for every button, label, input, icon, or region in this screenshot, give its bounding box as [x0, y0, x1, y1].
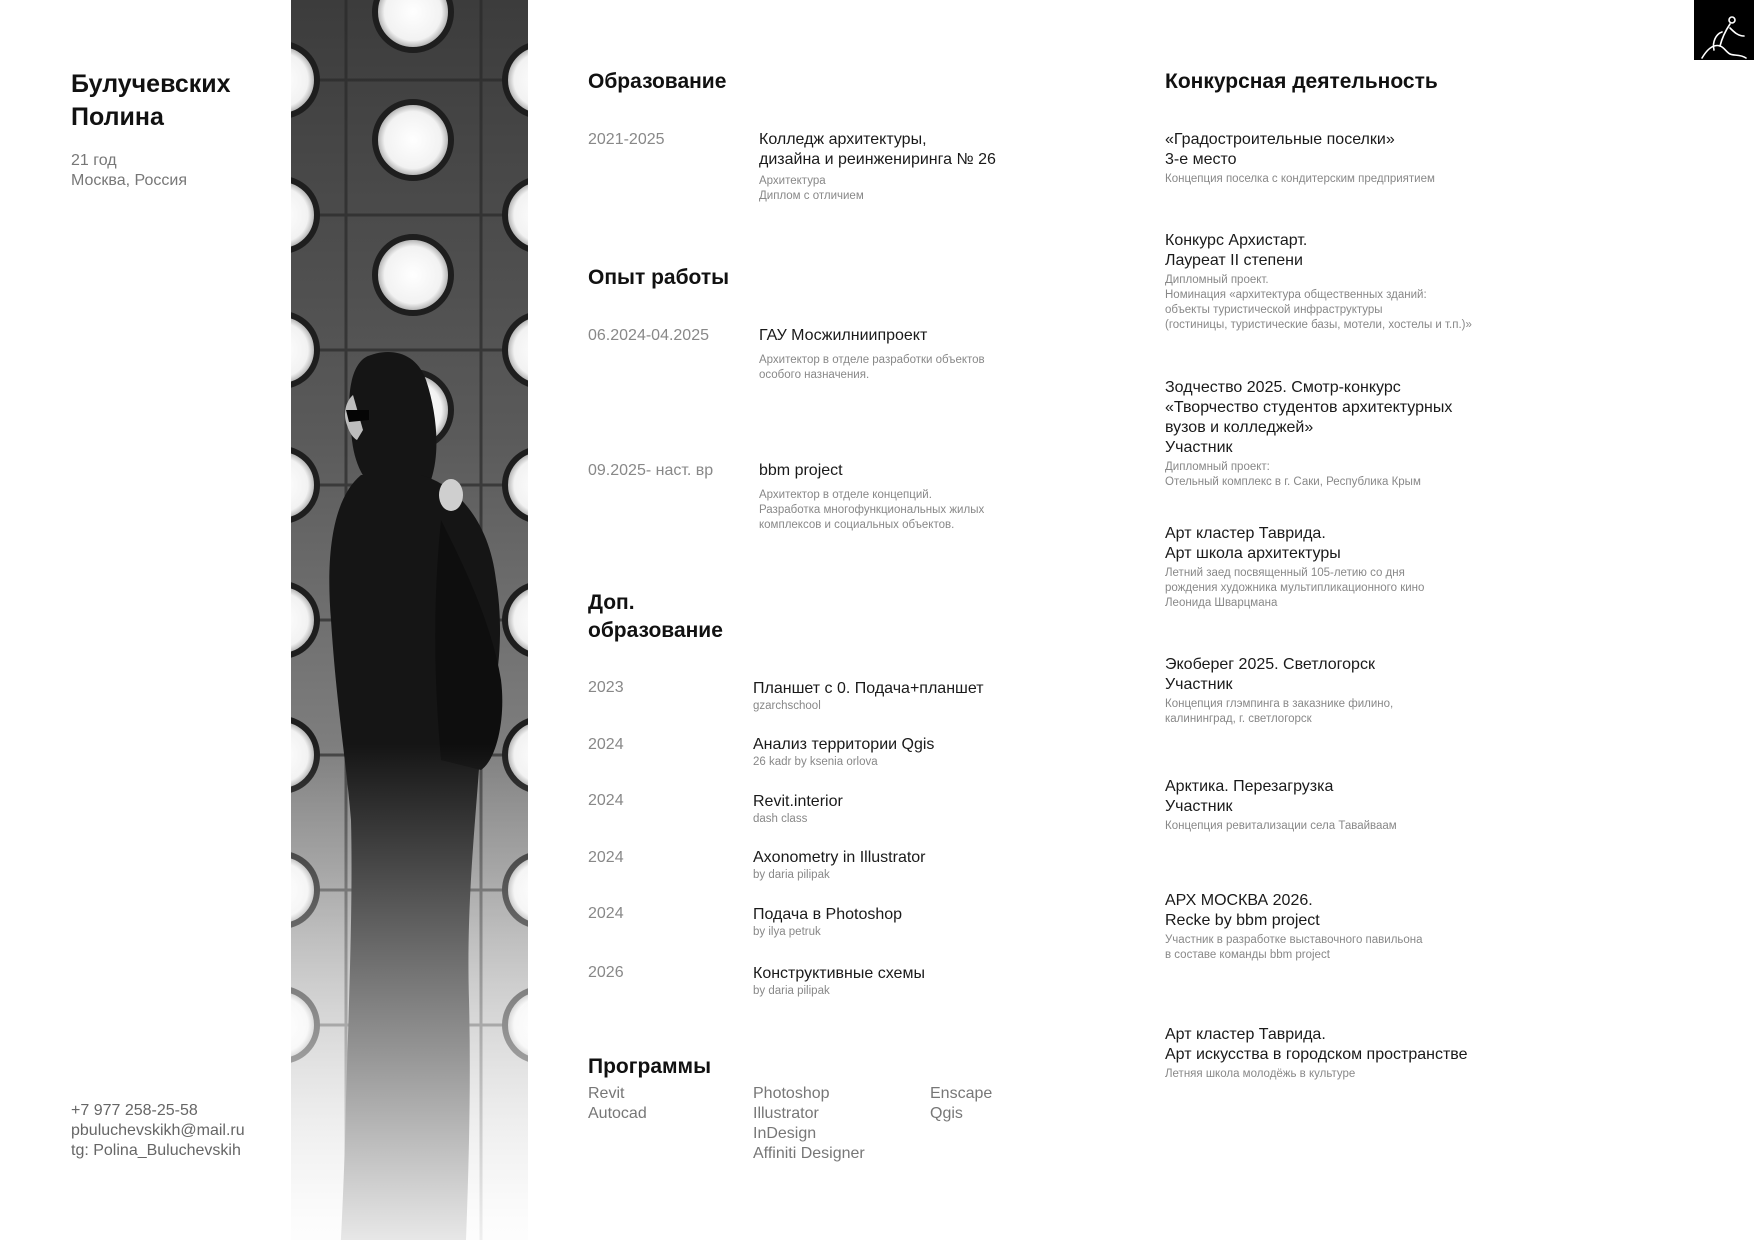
competition-item-1 [1165, 130, 1435, 187]
reclining-figure-icon [1694, 0, 1754, 60]
education-sub-line1: Архитектура [759, 175, 826, 187]
competition-6-sub-1: Концепция ревитализации села Тавайваам [1165, 820, 1397, 832]
program-revit: Revit [588, 1085, 625, 1102]
extra-source-3: dash class [753, 813, 808, 825]
competition-2-line-1: Конкурс Архистарт. [1165, 232, 1308, 249]
education-sub-line2: Диплом с отличием [759, 190, 864, 202]
extra-title-2: Анализ территории Qgis [753, 736, 935, 753]
contact-email: pbuluchevskikh@mail.ru [71, 1122, 245, 1139]
competition-4-sub-1: Летний заед посвященный 105-летию со дня [1165, 567, 1405, 579]
education-item [759, 130, 996, 204]
extra-item-6 [753, 964, 925, 999]
competition-7-line-1: АРХ МОСКВА 2026. [1165, 892, 1313, 909]
competition-item-6 [1165, 777, 1397, 834]
competition-3-line-4: Участник [1165, 439, 1233, 456]
competition-1-line-1: «Градостроительные поселки» [1165, 131, 1395, 148]
experience-sub-2c: комплексов и социальных объектов. [759, 519, 955, 531]
extra-source-5: by ilya petruk [753, 926, 821, 938]
experience-item-2 [759, 461, 984, 533]
competition-7-sub-2: в составе команды bbm project [1165, 949, 1330, 961]
competition-8-line-2: Арт искусства в городском пространстве [1165, 1046, 1468, 1063]
experience-item-1 [759, 326, 985, 383]
competition-3-sub-2: Отельный комплекс в г. Саки, Республика Крым [1165, 476, 1421, 488]
extra-year-3: 2024 [588, 792, 624, 809]
competition-3-line-3: вузов и колледжей» [1165, 419, 1314, 436]
competition-7-line-2: Recke by bbm project [1165, 912, 1320, 929]
experience-date-2: 09.2025- наст. вр [588, 462, 714, 479]
extra-item-3 [753, 792, 843, 827]
extra-source-4: by daria pilipak [753, 869, 830, 881]
competition-8-line-1: Арт кластер Таврида. [1165, 1026, 1326, 1043]
program-autocad: Autocad [588, 1105, 647, 1122]
extra-year-2: 2024 [588, 736, 624, 753]
competition-2-sub-1: Дипломный проект. [1165, 274, 1269, 286]
competition-item-2 [1165, 231, 1472, 333]
experience-heading: Опыт работы [588, 266, 730, 289]
program-enscape: Enscape [930, 1085, 993, 1102]
experience-title-1: ГАУ Мосжилниипроект [759, 327, 928, 344]
extra-year-5: 2024 [588, 905, 624, 922]
experience-sub-2a: Архитектор в отделе концепций. [759, 489, 932, 501]
competition-2-sub-3: объекты туристической инфраструктуры [1165, 304, 1383, 316]
contact-telegram: tg: Polina_Buluchevskih [71, 1142, 241, 1159]
portrait-photo [291, 0, 528, 1240]
extra-source-2: 26 kadr by ksenia orlova [753, 756, 878, 768]
programs-col-3 [930, 1084, 992, 1124]
person-name [71, 68, 231, 134]
experience-sub-1a: Архитектор в отделе разработки объектов [759, 354, 985, 366]
experience-title-2: bbm project [759, 462, 843, 479]
competition-item-8 [1165, 1025, 1468, 1082]
extra-source-6: by daria pilipak [753, 985, 830, 997]
extra-item-2 [753, 735, 934, 770]
extra-title-6: Конструктивные схемы [753, 965, 925, 982]
education-date: 2021-2025 [588, 131, 665, 148]
program-illustrator: Illustrator [753, 1105, 819, 1122]
program-photoshop: Photoshop [753, 1085, 830, 1102]
extra-year-6: 2026 [588, 964, 624, 981]
competition-item-3 [1165, 378, 1452, 490]
competition-6-line-1: Арктика. Перезагрузка [1165, 778, 1334, 795]
competition-item-4 [1165, 524, 1424, 611]
competition-3-line-1: Зодчество 2025. Смотр-конкурс [1165, 379, 1401, 396]
person-age: 21 год [71, 152, 117, 169]
education-title-line1: Колледж архитектуры, [759, 131, 927, 148]
extra-item-5 [753, 905, 902, 940]
competition-4-sub-2: рождения художника мультипликационного кино [1165, 582, 1425, 594]
competition-4-sub-3: Леонида Шварцмана [1165, 597, 1278, 609]
competition-5-line-2: Участник [1165, 676, 1233, 693]
contacts [71, 1101, 245, 1161]
competition-7-sub-1: Участник в разработке выставочного павильона [1165, 934, 1423, 946]
competition-2-line-2: Лауреат II степени [1165, 252, 1303, 269]
programs-col-1 [588, 1084, 647, 1124]
extra-item-1 [753, 679, 984, 714]
program-qgis: Qgis [930, 1105, 963, 1122]
extra-source-1: gzarchschool [753, 700, 821, 712]
competition-6-line-2: Участник [1165, 798, 1233, 815]
extra-year-1: 2023 [588, 679, 624, 696]
extra-year-4: 2024 [588, 849, 624, 866]
extra-education-heading-line1: Доп. [588, 591, 635, 614]
program-indesign: InDesign [753, 1125, 817, 1142]
programs-col-2 [753, 1084, 865, 1164]
competition-5-line-1: Экоберег 2025. Светлогорск [1165, 656, 1375, 673]
brand-logo-icon [1694, 0, 1754, 60]
person-meta [71, 151, 187, 191]
programs-heading: Программы [588, 1055, 712, 1078]
extra-education-heading [588, 589, 723, 645]
experience-sub-2b: Разработка многофункциональных жилых [759, 504, 985, 516]
competition-item-7 [1165, 891, 1423, 963]
competition-1-line-2: 3-е место [1165, 151, 1237, 168]
competition-4-line-1: Арт кластер Таврида. [1165, 525, 1326, 542]
education-title-line2: дизайна и реинжениринга № 26 [759, 151, 996, 168]
competition-1-sub-1: Концепция поселка с кондитерским предприятием [1165, 173, 1435, 185]
competition-3-sub-1: Дипломный проект: [1165, 461, 1270, 473]
extra-education-heading-line2: образование [588, 619, 723, 642]
competition-8-sub-1: Летняя школа молодёжь в культуре [1165, 1068, 1356, 1080]
competition-5-sub-1: Концепция глэмпинга в заказнике филино, [1165, 698, 1394, 710]
extra-title-5: Подача в Photoshop [753, 906, 903, 923]
competition-5-sub-2: калининград, г. светлогорск [1165, 713, 1312, 725]
competition-4-line-2: Арт школа архитектуры [1165, 545, 1341, 562]
person-name-line2: Полина [71, 103, 164, 131]
education-heading: Образование [588, 70, 727, 93]
extra-title-3: Revit.interior [753, 793, 843, 810]
extra-title-1: Планшет с 0. Подача+планшет [753, 680, 984, 697]
extra-item-4 [753, 848, 926, 883]
competition-2-sub-2: Номинация «архитектура общественных зданий: [1165, 289, 1427, 301]
person-location: Москва, Россия [71, 172, 187, 189]
experience-date-1: 06.2024-04.2025 [588, 327, 709, 344]
portrait-illustration [291, 0, 528, 1240]
program-affinity-designer: Affiniti Designer [753, 1145, 865, 1162]
competition-item-5 [1165, 655, 1393, 727]
competition-2-sub-4: (гостиницы, туристические базы, мотели, хостелы и т.п.)» [1165, 319, 1472, 331]
competitions-heading: Конкурсная деятельность [1165, 70, 1438, 93]
competition-3-line-2: «Творчество студентов архитектурных [1165, 399, 1453, 416]
person-name-line1: Булучевских [71, 70, 231, 98]
extra-title-4: Axonometry in Illustrator [753, 849, 926, 866]
contact-phone: +7 977 258-25-58 [71, 1102, 198, 1119]
experience-sub-1b: особого назначения. [759, 369, 870, 381]
